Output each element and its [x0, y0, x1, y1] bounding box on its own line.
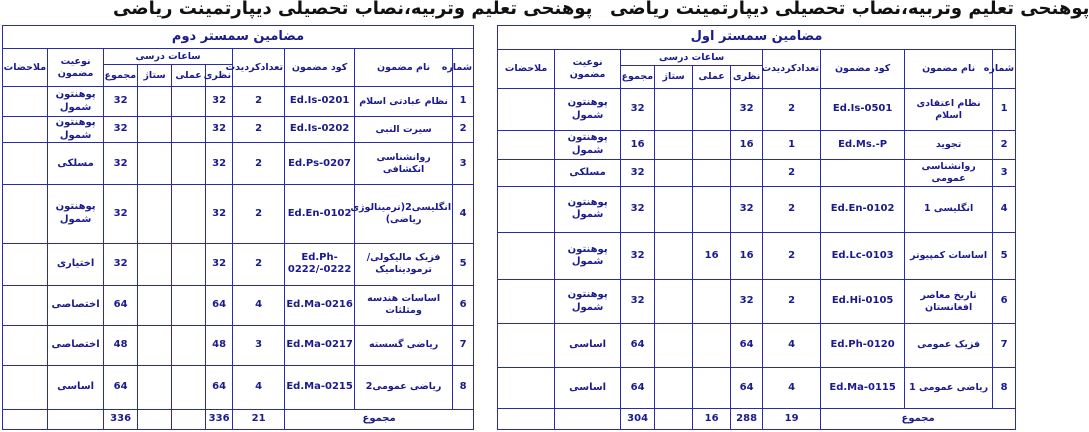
hours-total: 32: [621, 186, 655, 232]
table-row: [3, 325, 474, 365]
subject-type: پوهنتون شمول: [555, 280, 621, 324]
subject-type: مسلکی: [48, 143, 104, 185]
header-practical: عملی: [172, 65, 206, 87]
hours-studio: [138, 143, 172, 185]
subject-remarks: [3, 285, 48, 325]
hours-theory: 32: [206, 243, 233, 285]
row-number: 6: [453, 285, 474, 325]
subject-credits: 2: [233, 243, 285, 285]
subject-type: اختصاصی: [48, 325, 104, 365]
hours-theory: 32: [206, 87, 233, 117]
hours-practical: [172, 285, 206, 325]
header-theory: نظری: [206, 65, 233, 87]
subject-credits: 1: [763, 130, 821, 159]
subject-name: اساسات کمپیوتر: [905, 232, 993, 280]
subject-code: [821, 159, 905, 186]
hours-studio: [138, 185, 172, 243]
subject-code: Ed.Lc-0103: [821, 232, 905, 280]
subject-name: ریاضی گسسته: [355, 325, 453, 365]
table-row: [3, 185, 474, 243]
hours-practical: [693, 367, 731, 409]
subject-credits: 2: [763, 280, 821, 324]
subject-code: Ed.En-0102: [821, 186, 905, 232]
hours-theory: 64: [731, 324, 763, 368]
subject-name: فزیک عمومی: [905, 324, 993, 368]
totals-credits: 21: [233, 409, 285, 429]
semester-second-table: [2, 25, 474, 430]
subject-name: سیرت النبی: [355, 117, 453, 143]
totals-credits: 19: [763, 409, 821, 430]
table-row: [3, 117, 474, 143]
subject-credits: 2: [233, 87, 285, 117]
subject-type: پوهنتون شمول: [555, 232, 621, 280]
subject-name: ریاضی عمومی 1: [905, 367, 993, 409]
header-subject-code: کود مضمون: [821, 49, 905, 88]
hours-practical: [172, 143, 206, 185]
totals-studio: [138, 409, 172, 429]
hours-total: 64: [104, 285, 138, 325]
row-number: 7: [993, 324, 1016, 368]
hours-practical: [693, 324, 731, 368]
row-number: 1: [993, 89, 1016, 131]
totals-type: [555, 409, 621, 430]
table-row: [498, 232, 1016, 280]
hours-total: 64: [621, 324, 655, 368]
row-number: 2: [993, 130, 1016, 159]
header-total: مجموع: [104, 65, 138, 87]
subject-credits: 2: [233, 185, 285, 243]
semester-second-panel: [2, 25, 473, 430]
subject-code: Ed.Hi-0105: [821, 280, 905, 324]
hours-studio: [655, 186, 693, 232]
hours-total: 32: [621, 232, 655, 280]
row-number: 3: [993, 159, 1016, 186]
subject-remarks: [498, 186, 555, 232]
row-number: 4: [993, 186, 1016, 232]
header-row-no: شماره: [993, 49, 1016, 88]
page-heading-left: پوهنحی تعلیم وتربیه،نصاب تحصیلی دیپارتمینت ریاضی: [113, 0, 593, 19]
subject-name: نظام عبادتی اسلام: [355, 87, 453, 117]
subject-code: Ed.Ph-0120: [821, 324, 905, 368]
subject-remarks: [498, 159, 555, 186]
hours-practical: [172, 325, 206, 365]
semester-first-panel: [497, 25, 1015, 430]
hours-studio: [138, 365, 172, 409]
header-subject-type: نوعیت مضمون: [555, 49, 621, 88]
hours-theory: 64: [206, 365, 233, 409]
subject-name: ریاضی عمومی2: [355, 365, 453, 409]
subject-code: Ed.Ma-0216: [285, 285, 355, 325]
subject-type: پوهنتون شمول: [555, 130, 621, 159]
hours-practical: [172, 87, 206, 117]
table-row: [3, 143, 474, 185]
hours-theory: [731, 159, 763, 186]
subject-code: Ed.Ms.-P: [821, 130, 905, 159]
hours-theory: 32: [206, 117, 233, 143]
totals-theory: 336: [206, 409, 233, 429]
hours-studio: [655, 324, 693, 368]
totals-practical: [172, 409, 206, 429]
table-row: [498, 367, 1016, 409]
semester-first-table: [497, 25, 1016, 430]
subject-type: پوهنتون شمول: [555, 89, 621, 131]
header-hours: ساعات درسی: [104, 49, 233, 65]
totals-studio: [655, 409, 693, 430]
row-number: 6: [993, 280, 1016, 324]
totals-label: مجموع: [821, 409, 1016, 430]
header-studio: ستاژ: [655, 66, 693, 89]
row-number: 8: [453, 365, 474, 409]
subject-credits: 4: [763, 324, 821, 368]
subject-type: پوهنتون شمول: [48, 117, 104, 143]
hours-total: 64: [104, 365, 138, 409]
table-row: [3, 285, 474, 325]
totals-label: مجموع: [285, 409, 474, 429]
table-row: [498, 89, 1016, 131]
subject-credits: 4: [763, 367, 821, 409]
hours-total: 32: [621, 159, 655, 186]
subject-code: Ed.Ma-0215: [285, 365, 355, 409]
subject-credits: 2: [763, 186, 821, 232]
table-row: [498, 280, 1016, 324]
totals-theory: 288: [731, 409, 763, 430]
subject-code: Ed.Ma-0115: [821, 367, 905, 409]
subject-name: روانشناسی عمومی: [905, 159, 993, 186]
subject-type: پوهنتون شمول: [48, 87, 104, 117]
hours-practical: [693, 130, 731, 159]
subject-credits: 2: [233, 117, 285, 143]
row-number: 5: [453, 243, 474, 285]
hours-theory: 16: [731, 232, 763, 280]
semester-title: مضامین سمستر اول: [498, 26, 1016, 50]
subject-credits: 2: [233, 143, 285, 185]
header-row-no: شماره: [453, 49, 474, 87]
row-number: 5: [993, 232, 1016, 280]
header-subject-type: نوعیت مضمون: [48, 49, 104, 87]
subject-remarks: [3, 325, 48, 365]
semester-title: مضامین سمستر دوم: [3, 26, 474, 49]
header-remarks: ملاحضات: [3, 49, 48, 87]
hours-studio: [655, 130, 693, 159]
hours-practical: 16: [693, 232, 731, 280]
header-practical: عملی: [693, 66, 731, 89]
subject-remarks: [498, 280, 555, 324]
subject-type: اختصاصی: [48, 285, 104, 325]
row-number: 3: [453, 143, 474, 185]
subject-type: اختیاری: [48, 243, 104, 285]
subject-remarks: [498, 232, 555, 280]
subject-credits: 3: [233, 325, 285, 365]
hours-practical: [693, 280, 731, 324]
header-remarks: ملاحضات: [498, 49, 555, 88]
subject-name: تاریخ معاصر افغانستان: [905, 280, 993, 324]
totals-row: [3, 409, 474, 429]
subject-remarks: [3, 185, 48, 243]
totals-remarks: [3, 409, 48, 429]
subject-type: اساسی: [48, 365, 104, 409]
hours-studio: [138, 87, 172, 117]
table-row: [498, 186, 1016, 232]
hours-theory: 48: [206, 325, 233, 365]
header-subject-name: نام مضمون: [355, 49, 453, 87]
hours-theory: 32: [731, 186, 763, 232]
subject-remarks: [3, 365, 48, 409]
header-subject-code: کود مضمون: [285, 49, 355, 87]
row-number: 8: [993, 367, 1016, 409]
subject-name: نظام اعتقادی اسلام: [905, 89, 993, 131]
hours-total: 32: [621, 89, 655, 131]
subject-type: مسلکی: [555, 159, 621, 186]
hours-theory: 64: [206, 285, 233, 325]
subject-remarks: [498, 89, 555, 131]
hours-total: 32: [621, 280, 655, 324]
subject-type: پوهنتون شمول: [48, 185, 104, 243]
subject-credits: 2: [763, 89, 821, 131]
table-row: [498, 159, 1016, 186]
subject-credits: 4: [233, 365, 285, 409]
header-hours: ساعات درسی: [621, 49, 763, 66]
hours-total: 32: [104, 143, 138, 185]
subject-code: Ed.Is-0202: [285, 117, 355, 143]
hours-practical: [693, 159, 731, 186]
hours-studio: [655, 367, 693, 409]
table-row: [3, 243, 474, 285]
hours-theory: 32: [731, 89, 763, 131]
subject-remarks: [3, 87, 48, 117]
subject-credits: 2: [763, 232, 821, 280]
header-theory: نظری: [731, 66, 763, 89]
hours-total: 32: [104, 185, 138, 243]
subject-name: اساسات هندسه ومثلثات: [355, 285, 453, 325]
hours-studio: [138, 243, 172, 285]
subject-remarks: [3, 243, 48, 285]
table-row: [3, 365, 474, 409]
totals-type: [48, 409, 104, 429]
hours-theory: 16: [731, 130, 763, 159]
hours-theory: 32: [206, 185, 233, 243]
totals-row: [498, 409, 1016, 430]
subject-remarks: [3, 117, 48, 143]
totals-total: 304: [621, 409, 655, 430]
hours-total: 32: [104, 117, 138, 143]
page-heading-right: پوهنحی تعلیم وتربیه،نصاب تحصیلی دیپارتمینت ریاضی: [610, 0, 1089, 19]
subject-code: Ed.Is-0501: [821, 89, 905, 131]
subject-name: انگلیسی 1: [905, 186, 993, 232]
hours-studio: [655, 159, 693, 186]
hours-total: 16: [621, 130, 655, 159]
hours-practical: [172, 117, 206, 143]
subject-credits: 4: [233, 285, 285, 325]
hours-total: 32: [104, 87, 138, 117]
subject-credits: 2: [763, 159, 821, 186]
hours-studio: [138, 325, 172, 365]
subject-remarks: [498, 367, 555, 409]
subject-code: Ed.Ph-0222/-0222: [285, 243, 355, 285]
subject-name: انگلیسی2(ترمینالوژی ریاضی): [355, 185, 453, 243]
table-row: [3, 87, 474, 117]
totals-total: 336: [104, 409, 138, 429]
row-number: 4: [453, 185, 474, 243]
header-studio: ستاژ: [138, 65, 172, 87]
header-total: مجموع: [621, 66, 655, 89]
header-credits: تعدادکردیدت: [233, 49, 285, 87]
subject-code: Ed.Ma-0217: [285, 325, 355, 365]
hours-practical: [172, 243, 206, 285]
subject-name: تجوید: [905, 130, 993, 159]
hours-total: 64: [621, 367, 655, 409]
header-credits: تعدادکردیدت: [763, 49, 821, 88]
totals-remarks: [498, 409, 555, 430]
row-number: 1: [453, 87, 474, 117]
hours-studio: [138, 117, 172, 143]
table-row: [498, 130, 1016, 159]
row-number: 7: [453, 325, 474, 365]
totals-practical: 16: [693, 409, 731, 430]
hours-total: 48: [104, 325, 138, 365]
subject-remarks: [3, 143, 48, 185]
hours-practical: [693, 89, 731, 131]
subject-remarks: [498, 324, 555, 368]
hours-practical: [172, 365, 206, 409]
header-subject-name: نام مضمون: [905, 49, 993, 88]
hours-studio: [655, 89, 693, 131]
hours-studio: [655, 280, 693, 324]
subject-type: پوهنتون شمول: [555, 186, 621, 232]
hours-studio: [655, 232, 693, 280]
hours-practical: [172, 185, 206, 243]
hours-studio: [138, 285, 172, 325]
subject-code: Ed.Is-0201: [285, 87, 355, 117]
subject-type: اساسی: [555, 367, 621, 409]
subject-type: اساسی: [555, 324, 621, 368]
subject-remarks: [498, 130, 555, 159]
subject-name: روانشناسی انکشافی: [355, 143, 453, 185]
hours-theory: 64: [731, 367, 763, 409]
row-number: 2: [453, 117, 474, 143]
table-row: [498, 324, 1016, 368]
hours-theory: 32: [206, 143, 233, 185]
hours-theory: 32: [731, 280, 763, 324]
hours-total: 32: [104, 243, 138, 285]
subject-code: Ed.En-0102: [285, 185, 355, 243]
subject-name: فزیک مالیکولی/ ترمودینامیک: [355, 243, 453, 285]
subject-code: Ed.Ps-0207: [285, 143, 355, 185]
hours-practical: [693, 186, 731, 232]
